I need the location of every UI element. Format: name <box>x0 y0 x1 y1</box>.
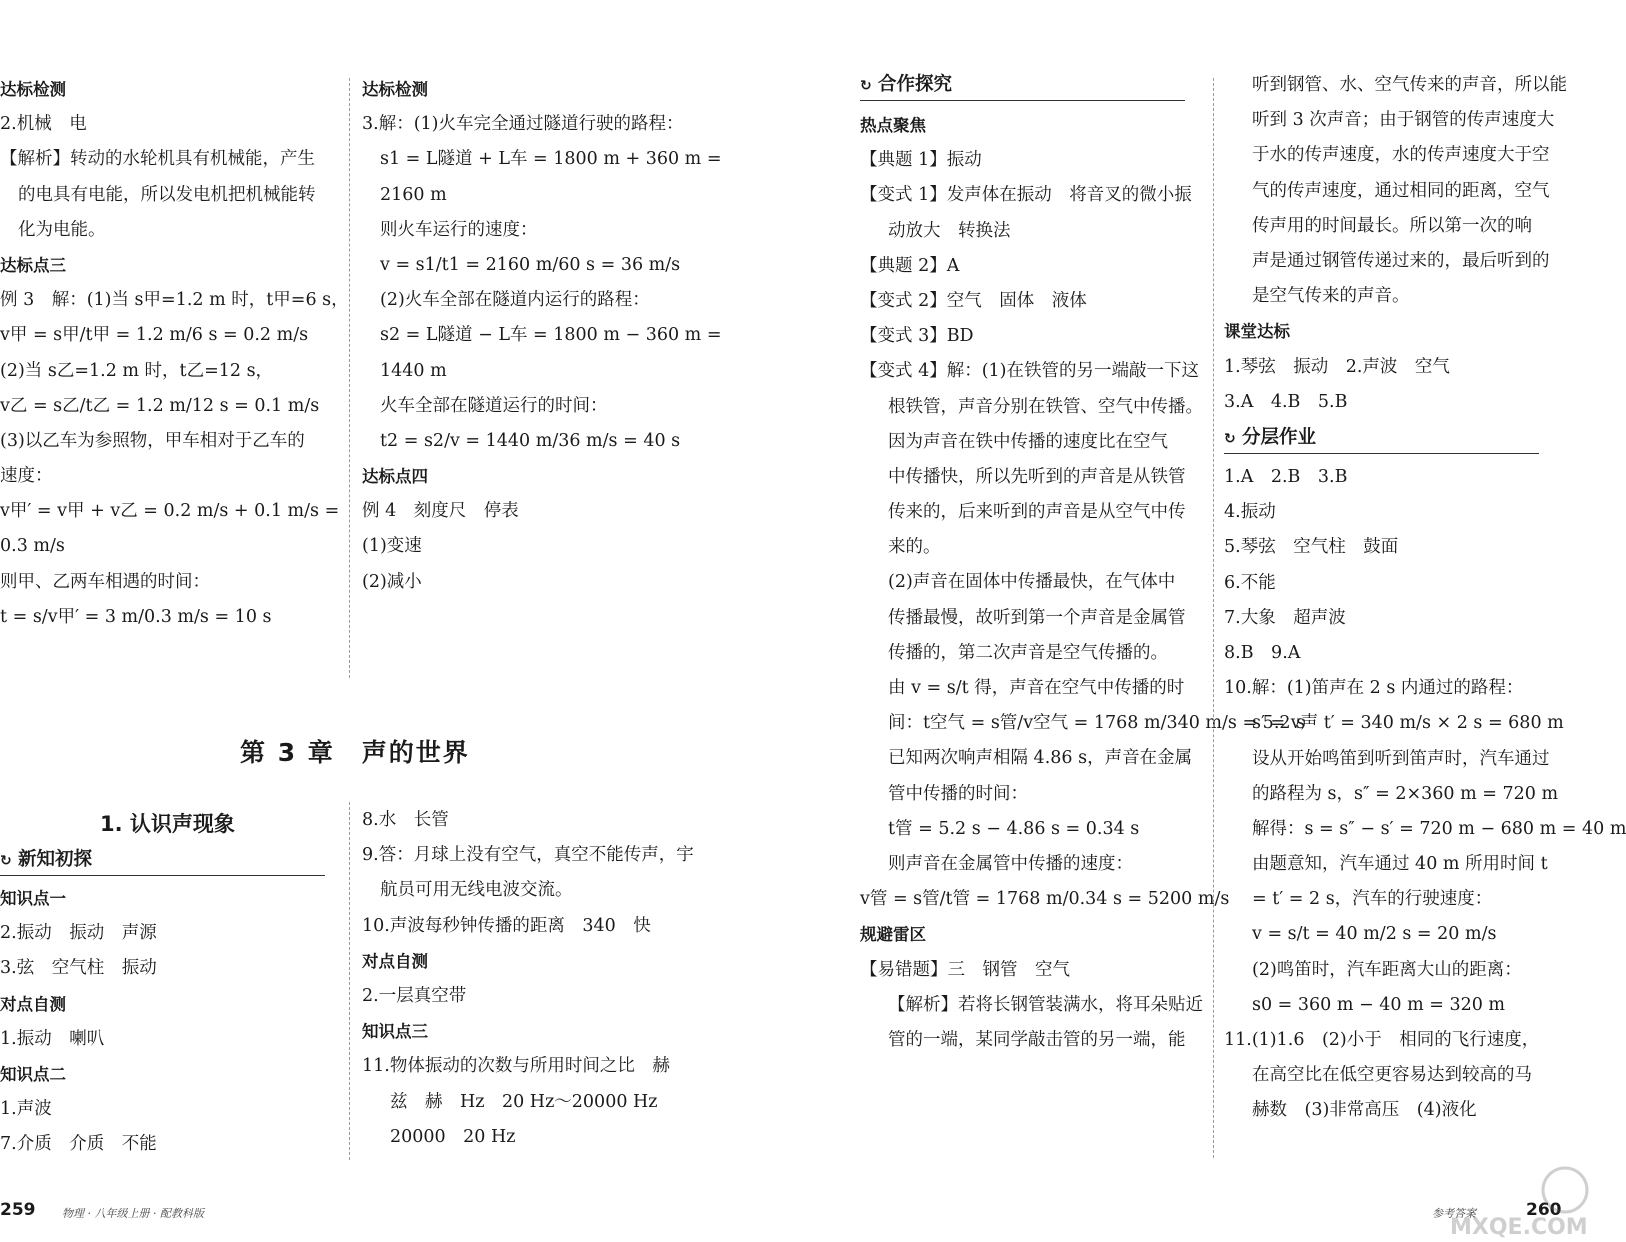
text-line: 7.大象 超声波 <box>1224 607 1346 628</box>
text-line: 中传播快，所以先听到的声音是从铁管 <box>888 466 1186 487</box>
text-line: 0.3 m/s <box>0 536 65 557</box>
text-line: 【变式 4】解：(1)在铁管的另一端敲一下这 <box>860 361 1199 382</box>
subheading: 达标点三 <box>0 255 66 275</box>
footer-caption: 参考答案 <box>1432 1207 1476 1220</box>
text-line: 1440 m <box>380 360 447 381</box>
right-column-bottom <box>1224 460 1626 1129</box>
page-number: 260 <box>1526 1200 1562 1220</box>
text-line: 则火车运行的速度： <box>380 219 538 240</box>
text-line: (2)减小 <box>362 571 422 592</box>
subheading: 知识点一 <box>0 889 66 908</box>
text-line: 的电具有电能，所以发电机把机械能转 <box>18 184 316 205</box>
text-line: 航员可用无线电波交流。 <box>380 880 573 901</box>
text-line: 赫数 (3)非常高压 (4)液化 <box>1252 1100 1477 1121</box>
text-line: s2 = L隧道 − L车 = 1800 m − 360 m = <box>380 325 722 346</box>
text-line: 10.声波每秒钟传播的距离 340 快 <box>362 915 651 936</box>
subheading: 知识点三 <box>362 1022 428 1042</box>
text-line: s0 = 360 m − 40 m = 320 m <box>1252 994 1506 1015</box>
text-line: 因为声音在铁中传播的速度比在空气 <box>888 431 1168 452</box>
text-line: 6.不能 <box>1224 572 1276 593</box>
text-line: t管 = 5.2 s − 4.86 s = 0.34 s <box>888 818 1140 839</box>
text-line: 1.A 2.B 3.B <box>1224 467 1348 487</box>
footer-caption: 物理 · 八年级上册 · 配教科版 <box>62 1207 204 1220</box>
text-line: 化为电能。 <box>18 219 106 240</box>
text-line: 来的。 <box>888 537 941 558</box>
section-title: 1. 认识声现象 <box>100 812 235 836</box>
text-line: 1.琴弦 振动 2.声波 空气 <box>1224 356 1450 377</box>
text-line: 3.弦 空气柱 振动 <box>0 958 157 979</box>
text-line: 【变式 2】空气 固体 液体 <box>860 290 1087 311</box>
text-line: 速度： <box>0 466 53 487</box>
text-line: 【典题 1】振动 <box>860 150 982 171</box>
text-line: 2160 m <box>380 184 447 205</box>
text-line: 【变式 3】BD <box>860 326 974 347</box>
right-page <box>800 0 1626 1242</box>
text-line: 气的传声速度，通过相同的距离，空气 <box>1252 180 1550 201</box>
text-line: 【解析】若将长钢管装满水，将耳朵贴近 <box>888 994 1203 1015</box>
right-column-bottom <box>362 803 782 1155</box>
text-line: 1.声波 <box>0 1099 52 1120</box>
text-line: 例 3 解：(1)当 s甲=1.2 m 时，t甲=6 s， <box>0 290 349 311</box>
subheading: 达标检测 <box>0 80 66 99</box>
left-page <box>0 0 800 1242</box>
watermark-logo <box>1440 1160 1600 1242</box>
text-line: 管的一端，某同学敲击管的另一端，能 <box>888 1029 1186 1050</box>
text-line: 8.水 长管 <box>362 810 449 830</box>
column-divider <box>1213 78 1214 1158</box>
arrow-icon: ↻ <box>860 78 872 94</box>
column-divider <box>349 802 350 1160</box>
text-line: (2)当 s乙=1.2 m 时，t乙=12 s， <box>0 360 274 381</box>
text-line: 于水的传声速度，水的传声速度大于空 <box>1252 145 1550 166</box>
text-line: 兹 赫 Hz 20 Hz～20000 Hz <box>390 1091 658 1112</box>
text-line: t2 = s2/v = 1440 m/36 m/s = 40 s <box>380 430 681 451</box>
text-line: 传来的，后来听到的声音是从空气中传 <box>888 502 1186 523</box>
text-line: 由题意知，汽车通过 40 m 所用时间 t <box>1252 854 1548 875</box>
text-line: 3.解：(1)火车完全通过隧道行驶的路程： <box>362 114 684 135</box>
text-line: 的路程为 s，s″ = 2×360 m = 720 m <box>1252 783 1559 804</box>
text-line: 【易错题】三 钢管 空气 <box>860 959 1070 980</box>
right-column-top <box>362 72 782 600</box>
text-line: v = s/t = 40 m/2 s = 20 m/s <box>1252 924 1497 945</box>
text-line: (1)变速 <box>362 536 422 557</box>
left-column-bottom <box>0 881 340 1163</box>
text-line: s1 = L隧道 + L车 = 1800 m + 360 m = <box>380 149 722 170</box>
text-line: t = s/v甲′ = 3 m/0.3 m/s = 10 s <box>0 606 272 627</box>
subheading: 规避雷区 <box>860 925 926 945</box>
text-line: 听到 3 次声音；由于钢管的传声速度大 <box>1252 110 1555 131</box>
text-line: 11.(1)1.6 (2)小于 相同的飞行速度， <box>1224 1030 1540 1050</box>
chapter-title: 第 3 章 声的世界 <box>240 738 470 767</box>
column-divider <box>349 78 350 678</box>
section-header-xinzhi: ↻ 新知初探 <box>0 845 325 876</box>
arrow-icon: ↻ <box>1224 431 1236 447</box>
section-header-fenceng: ↻ 分层作业 <box>1224 423 1539 454</box>
text-line: 动放大 转换法 <box>888 220 1011 241</box>
text-line: v管 = s管/t管 = 1768 m/0.34 s = 5200 m/s <box>860 889 1230 910</box>
text-line: 【变式 1】发声体在振动 将音叉的微小振 <box>860 185 1192 206</box>
text-line: 火车全部在隧道运行的时间： <box>380 395 608 416</box>
text-line: (2)声音在固体中传播最快，在气体中 <box>888 572 1176 593</box>
text-line: 传播的，第二次声音是空气传播的。 <box>888 642 1168 663</box>
text-line: 9.答：月球上没有空气，真空不能传声，宇 <box>362 845 694 866</box>
subheading: 知识点二 <box>0 1064 66 1084</box>
section-header-hezuo: ↻ 合作探究 <box>860 70 1185 101</box>
text-line: 已知两次响声相隔 4.86 s，声音在金属 <box>888 748 1193 769</box>
text-line: 设从开始鸣笛到听到笛声时，汽车通过 <box>1252 748 1550 769</box>
text-line: 2.一层真空带 <box>362 985 467 1006</box>
text-line: v = s1/t1 = 2160 m/60 s = 36 m/s <box>380 254 681 275</box>
text-line: 声是通过钢管传递过来的，最后听到的 <box>1252 250 1550 271</box>
text-line: 20000 20 Hz <box>390 1126 516 1147</box>
text-line: 8.B 9.A <box>1224 642 1301 663</box>
text-line: 10.解：(1)笛声在 2 s 内通过的路程： <box>1224 678 1524 699</box>
subheading: 课堂达标 <box>1224 322 1290 342</box>
subheading: 达标检测 <box>362 80 428 99</box>
text-line: 则声音在金属管中传播的速度： <box>888 853 1133 874</box>
subheading: 对点自测 <box>362 951 428 971</box>
text-line: 间：t空气 = s管/v空气 = 1768 m/340 m/s = 5.2 s <box>888 713 1306 734</box>
text-line: = t′ = 2 s，汽车的行驶速度： <box>1252 889 1493 910</box>
text-line: 传播最慢，故听到第一个声音是金属管 <box>888 607 1186 628</box>
text-line: 根铁管，声音分别在铁管、空气中传播。 <box>888 396 1203 417</box>
text-line: v乙 = s乙/t乙 = 1.2 m/12 s = 0.1 m/s <box>0 395 320 416</box>
text-line: 5.琴弦 空气柱 鼓面 <box>1224 537 1399 558</box>
text-line: 【典题 2】A <box>860 255 960 276</box>
subheading: 达标点四 <box>362 467 428 487</box>
text-line: 2.机械 电 <box>0 114 87 135</box>
text-line: 传声用的时间最长。所以第一次的响 <box>1252 215 1532 236</box>
text-line: 听到钢管、水、空气传来的声音，所以能 <box>1252 75 1567 95</box>
text-line: (2)火车全部在隧道内运行的路程： <box>380 290 650 311</box>
text-line: 解得：s = s″ − s′ = 720 m − 680 m = 40 m <box>1252 818 1626 839</box>
text-line: (3)以乙车为参照物，甲车相对于乙车的 <box>0 430 305 451</box>
subheading: 热点聚焦 <box>860 116 926 135</box>
left-column-top <box>0 72 349 635</box>
text-line: 在高空比在低空更容易达到较高的马 <box>1252 1065 1532 1086</box>
text-line: 【解析】转动的水轮机具有机械能，产生 <box>0 149 315 170</box>
page-number: 259 <box>0 1200 36 1220</box>
text-line: v甲 = s甲/t甲 = 1.2 m/6 s = 0.2 m/s <box>0 325 309 346</box>
text-line: 1.振动 喇叭 <box>0 1028 105 1049</box>
text-line: v甲′ = v甲 + v乙 = 0.2 m/s + 0.1 m/s = <box>0 501 340 522</box>
text-line: 是空气传来的声音。 <box>1252 286 1410 307</box>
text-line: 11.物体振动的次数与所用时间之比 赫 <box>362 1056 670 1077</box>
right-column-top <box>1224 68 1600 420</box>
text-line: (2)鸣笛时，汽车距离大山的距离： <box>1252 959 1522 980</box>
arrow-icon: ↻ <box>0 853 12 869</box>
text-line: 7.介质 介质 不能 <box>0 1134 157 1155</box>
text-line: 则甲、乙两车相遇的时间： <box>0 571 210 592</box>
text-line: 4.振动 <box>1224 502 1276 523</box>
text-line: 管中传播的时间： <box>888 783 1028 804</box>
watermark-text: MXQE.COM <box>1450 1215 1588 1240</box>
text-line: s′ = v声 t′ = 340 m/s × 2 s = 680 m <box>1252 713 1564 734</box>
text-line: 由 v = s/t 得，声音在空气中传播的时 <box>888 678 1185 698</box>
text-line: 3.A 4.B 5.B <box>1224 391 1348 412</box>
text-line: 2.振动 振动 声源 <box>0 923 157 944</box>
subheading: 对点自测 <box>0 994 66 1014</box>
text-line: 例 4 刻度尺 停表 <box>362 501 519 522</box>
